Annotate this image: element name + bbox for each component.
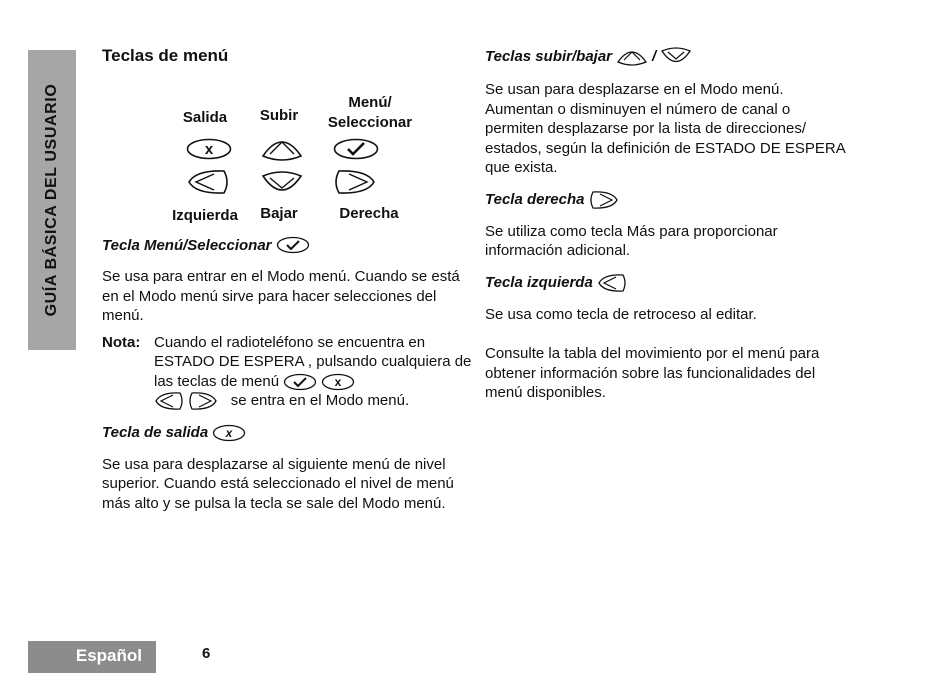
note-text-2: se entra en el Modo menú. (230, 392, 410, 409)
up-key-icon (616, 46, 648, 68)
note (102, 333, 472, 412)
right-column (485, 46, 845, 403)
right-key-body: Se utiliza como tecla Más para proporcionar información adicional. (485, 222, 778, 259)
label-menu-line1: Menú/ (348, 93, 392, 111)
check-key-icon (276, 236, 310, 254)
down-key-icon (660, 46, 692, 68)
svg-text:x: x (225, 425, 233, 440)
page-number: 6 (202, 645, 211, 662)
svg-text:x: x (335, 374, 342, 389)
note-label: Nota: (102, 333, 141, 351)
left-column (102, 46, 472, 513)
footer-language: Español (28, 641, 156, 673)
section-heading: Teclas de menú (102, 46, 229, 65)
sidebar-title: GUÍA BÁSICA DEL USUARIO (43, 83, 60, 317)
label-menu-line2: Seleccionar (327, 113, 413, 131)
exit-key-icon (212, 424, 246, 442)
right-key-icon (188, 391, 218, 411)
label-izquierda: Izquierda (172, 206, 238, 224)
menu-select-key-icon (333, 138, 379, 166)
menu-key-body: Se usa para entrar en el Modo menú. Cuando se está en el Modo menú sirve para hacer selecciones del menú. (102, 268, 460, 324)
right-key-icon (333, 168, 377, 202)
check-key-icon (283, 373, 317, 391)
exit-key-icon (186, 138, 232, 166)
menu-key-heading (102, 236, 472, 256)
up-key-icon (260, 134, 304, 170)
menu-key-title: Tecla Menú/Seleccionar (102, 236, 272, 254)
left-key-body: Se usa como tecla de retroceso al editar. (485, 305, 757, 323)
updown-body: Se usan para desplazarse en el Modo menú. Aumentan o disminuyen el número de canal o permiten desplazarse por la lista de direcciones/ estados, según la definición de ESTADO DE ESPERA que exista. (485, 81, 845, 176)
consult-text: Consulte la tabla del movimiento por el menú para obtener información sobre las funcionalidades del menú disponibles. (485, 345, 820, 401)
left-key-icon (186, 168, 230, 202)
label-derecha: Derecha (339, 204, 399, 222)
right-key-title: Tecla derecha (485, 190, 585, 208)
svg-text:x: x (204, 140, 214, 158)
exit-key-icon (321, 373, 355, 391)
down-key-icon (260, 170, 304, 204)
left-key-icon (597, 273, 627, 293)
label-bajar: Bajar (260, 204, 298, 222)
updown-separator: / (652, 48, 657, 66)
right-key-icon (589, 190, 619, 210)
exit-key-heading (102, 423, 472, 443)
note-text-1: Cuando el radioteléfono se encuentra en ESTADO DE ESPERA , pulsando cualquiera de las teclas de menú (154, 333, 472, 390)
left-key-icon (154, 391, 184, 411)
left-key-title: Tecla izquierda (485, 273, 593, 291)
updown-heading (485, 46, 845, 68)
menu-keys-diagram (102, 70, 472, 224)
left-key-heading (485, 273, 845, 293)
note-body (154, 333, 472, 412)
exit-key-title: Tecla de salida (102, 424, 209, 442)
right-key-heading (485, 190, 845, 210)
updown-title: Teclas subir/bajar (485, 48, 613, 66)
label-salida: Salida (182, 108, 228, 126)
label-subir: Subir (259, 106, 299, 124)
exit-key-body: Se usa para desplazarse al siguiente menú de nivel superior. Cuando está seleccionado el nivel de menú más alto y se pulsa la tecla se sale del Modo menú. (102, 455, 454, 512)
